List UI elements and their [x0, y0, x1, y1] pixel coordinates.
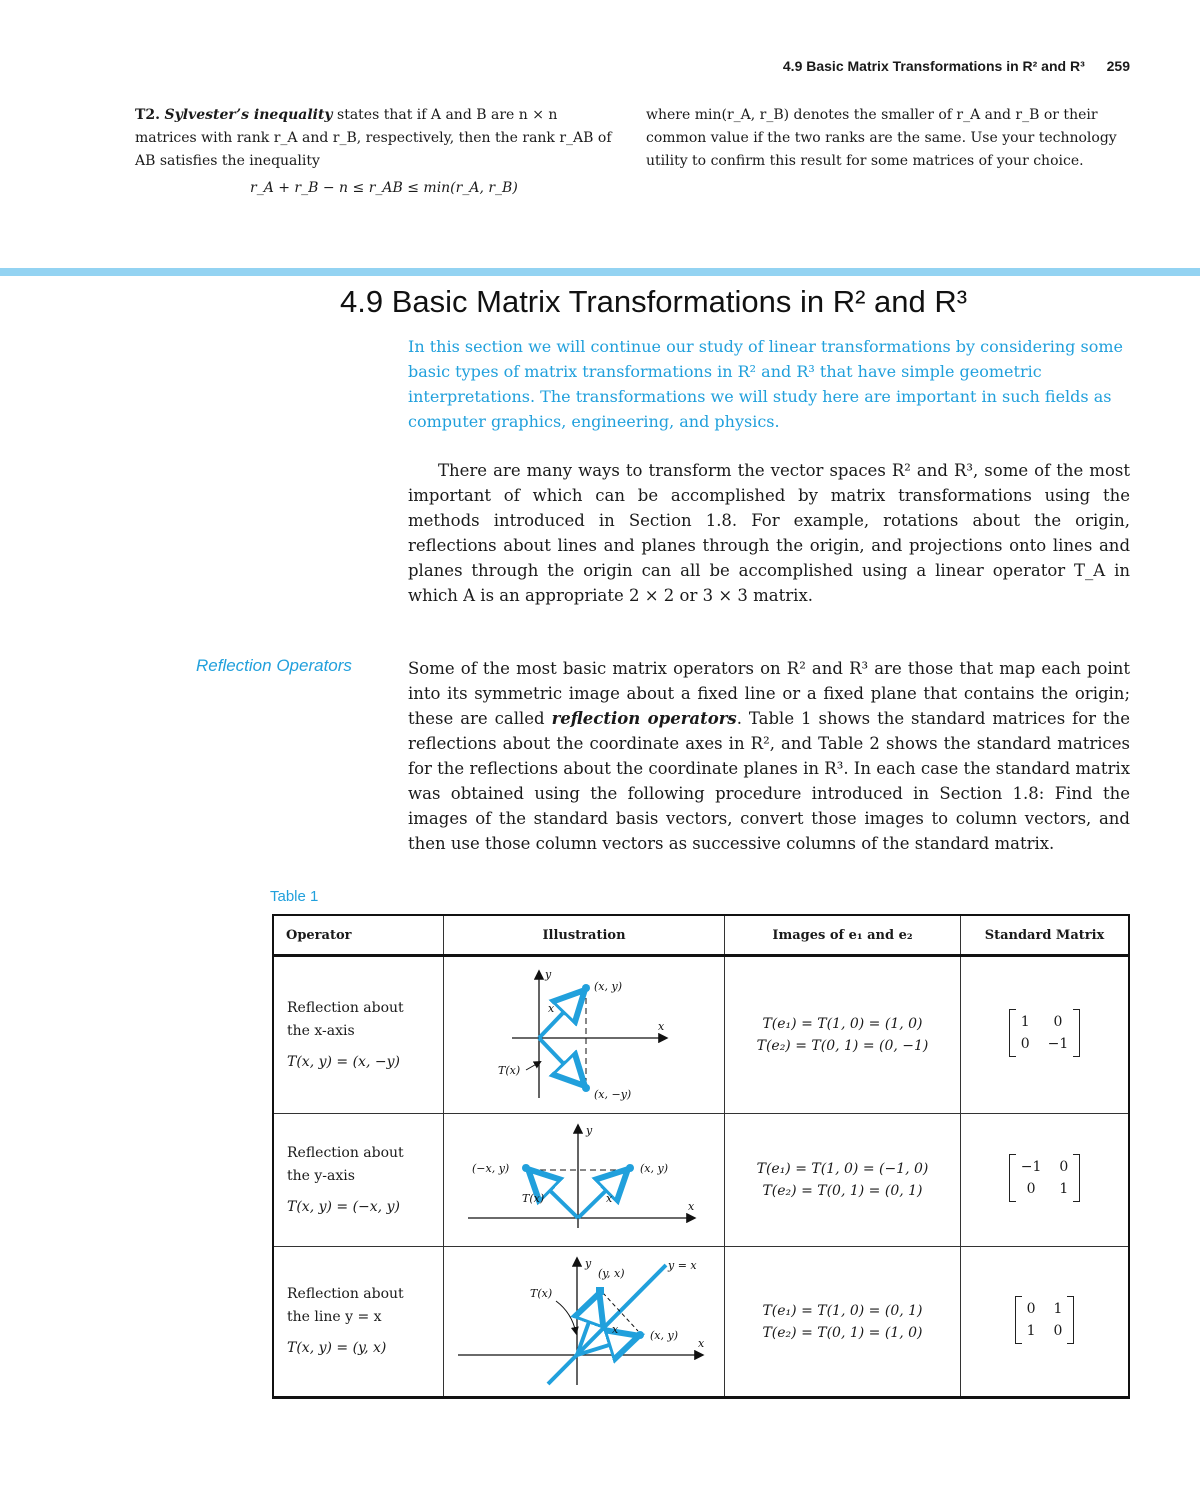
- exercise-left-text: states that if A and B are n × n matrices with rank r_A and r_B, respectively, then the rank r_AB of AB satisfies the inequality: [135, 107, 612, 169]
- operator-formula: T(x, y) = (−x, y): [287, 1198, 400, 1215]
- matrix-entry: −1: [1020, 1159, 1042, 1175]
- line-reflection-figure: [444, 1247, 722, 1392]
- y-axis-reflection-figure: [444, 1116, 722, 1241]
- table-row: [273, 1114, 1129, 1247]
- image-e2: T(e₂) = T(0, 1) = (0, 1): [762, 1183, 923, 1199]
- intro-paragraph: There are many ways to transform the vector spaces R² and R³, some of the most important of which can be accomplished by matrix transformations using the methods introduced in Section 1.8. For example, rotations about the origin, reflections about lines and planes through the origin, and projections onto lines and planes through the origin can all be accomplished using a linear operator T_A in which A is an appropriate 2 × 2 or 3 × 3 matrix.: [408, 461, 1130, 605]
- images-cell: [725, 1114, 961, 1247]
- reflection-text-start: Some of the most basic matrix operators on R² and R³ are those that map each point into its symmetric image about a fixed line or a fixed plane that contains the origin; these are called: [408, 659, 1130, 728]
- matrix-entry: 0: [1053, 1014, 1063, 1030]
- table-header-row: [273, 915, 1129, 956]
- header-matrix: Standard Matrix: [961, 915, 1130, 956]
- images-cell: [725, 1247, 961, 1398]
- operator-name: Reflection about the line y = x: [287, 1286, 404, 1325]
- matrix-entry: 1: [1059, 1181, 1069, 1197]
- label-p2: (y, x): [598, 1267, 625, 1280]
- image-e1: T(e₁) = T(1, 0) = (−1, 0): [756, 1161, 929, 1177]
- standard-matrix: [1009, 1009, 1081, 1057]
- matrix-entry: 0: [1053, 1322, 1063, 1339]
- illustration-cell: [444, 1114, 725, 1247]
- header-operator: Operator: [273, 915, 444, 956]
- operator-cell: [273, 1114, 444, 1247]
- matrix-cell: [961, 1114, 1130, 1247]
- header-illustration: Illustration: [444, 915, 725, 956]
- label-p2: (x, −y): [594, 1088, 632, 1101]
- table-label: Table 1: [270, 888, 319, 905]
- label-p1: (x, y): [594, 980, 622, 993]
- operator-cell: [273, 956, 444, 1114]
- point-p2: [596, 1287, 604, 1295]
- reflection-term: reflection operators: [551, 709, 737, 728]
- x-axis-reflection-figure: [444, 958, 722, 1108]
- point-p1: [582, 984, 590, 992]
- image-e2: T(e₂) = T(0, 1) = (0, −1): [756, 1038, 929, 1054]
- point-p2: [582, 1084, 590, 1092]
- exercise-right-column: where min(r_A, r_B) denotes the smaller of r_A and r_B or their common value if the two ranks are the same. Use your technology utility to confirm this result for some matrices of your choice.: [646, 107, 1117, 169]
- operator-name: Reflection about the y-axis: [287, 1144, 404, 1184]
- vector-x: [578, 1172, 625, 1218]
- running-head: [783, 58, 1130, 74]
- label-vec: x: [612, 1323, 619, 1336]
- line-y-equals-x: [548, 1265, 666, 1384]
- sylvester-formula: r_A + r_B − n ≤ r_AB ≤ min(r_A, r_B): [250, 180, 518, 196]
- exercise-label: T2.: [135, 107, 161, 123]
- label-axis-y: y: [585, 1257, 592, 1270]
- header-images: Images of e₁ and e₂: [725, 915, 961, 956]
- matrix-entry: 0: [1020, 1036, 1030, 1052]
- section-title: 4.9 Basic Matrix Transformations in R² and R³: [340, 284, 968, 319]
- point-p1: [636, 1331, 644, 1339]
- standard-matrix: [1009, 1154, 1081, 1202]
- matrix-entry: 1: [1020, 1014, 1030, 1030]
- exercise-left-column: [135, 104, 620, 173]
- matrix-entry: 1: [1026, 1322, 1036, 1339]
- label-vec: x: [606, 1191, 613, 1205]
- matrix-entry: 0: [1026, 1181, 1036, 1197]
- label-p1: (x, y): [650, 1329, 678, 1342]
- operator-formula: T(x, y) = (y, x): [287, 1340, 387, 1356]
- matrix-entry: 0: [1026, 1300, 1036, 1317]
- reflection-text-end: . Table 1 shows the standard matrices for the reflections about the coordinate axes in R², and Table 2 shows the standard matrices for the reflections about the coordinate planes in R³. In each case the standard matrix was obtained using the following procedure introduced in Section 1.8: Find the images of the standard basis vectors, convert those images to column vectors, and then use those column vectors as successive columns of the standard matrix.: [408, 709, 1131, 853]
- operator-formula: T(x, y) = (x, −y): [287, 1053, 400, 1070]
- tvec-leader: [526, 1062, 540, 1070]
- label-vec: x: [548, 1002, 555, 1015]
- matrix-entry: 0: [1059, 1159, 1069, 1175]
- point-p1: [626, 1164, 634, 1172]
- side-heading-reflection: Reflection Operators: [196, 656, 352, 675]
- image-e1: T(e₁) = T(1, 0) = (0, 1): [762, 1302, 923, 1319]
- standard-matrix: [1015, 1296, 1075, 1344]
- label-tvec: T(x): [522, 1191, 545, 1205]
- section-intro: In this section we will continue our study of linear transformations by considering some basic types of matrix transformations in R² and R³ that have simple geometric interpretations. The transformations we will study here are important in such fields as computer graphics, engineering, and physics.: [408, 337, 1123, 431]
- label-line: y = x: [668, 1259, 697, 1272]
- label-axis-y: y: [586, 1123, 593, 1137]
- tvec-leader: [556, 1301, 576, 1333]
- section-rule: [0, 268, 1200, 276]
- running-head-title: 4.9 Basic Matrix Transformations in R² and R³: [782, 58, 1085, 74]
- label-p2: (−x, y): [472, 1161, 510, 1175]
- label-axis-x: x: [658, 1020, 665, 1033]
- matrix-cell: [961, 1247, 1130, 1398]
- label-tvec: T(x): [530, 1287, 553, 1300]
- operator-cell: [273, 1247, 444, 1398]
- vector-tx: [539, 1038, 582, 1083]
- operator-name: Reflection about the x-axis: [287, 999, 404, 1039]
- illustration-cell: [444, 1247, 725, 1398]
- image-e1: T(e₁) = T(1, 0) = (1, 0): [762, 1016, 923, 1032]
- vector-x: [539, 993, 582, 1038]
- label-tvec: T(x): [498, 1064, 521, 1077]
- exercise-term: Sylvester’s inequality: [164, 107, 333, 123]
- point-p2: [522, 1164, 530, 1172]
- matrix-entry: −1: [1047, 1036, 1069, 1052]
- matrix-cell: [961, 956, 1130, 1114]
- images-cell: [725, 956, 961, 1114]
- page-number: 259: [1106, 58, 1130, 74]
- image-e2: T(e₂) = T(0, 1) = (1, 0): [762, 1324, 923, 1341]
- matrix-entry: 1: [1053, 1300, 1063, 1317]
- table-1: [272, 914, 1130, 1399]
- label-axis-y: y: [545, 968, 552, 981]
- label-p1: (x, y): [640, 1161, 668, 1175]
- label-axis-x: x: [688, 1199, 695, 1213]
- table-row: [273, 1247, 1129, 1398]
- reflection-paragraph: [408, 656, 1130, 856]
- label-axis-x: x: [698, 1337, 705, 1350]
- table-row: [273, 956, 1129, 1114]
- illustration-cell: [444, 956, 725, 1114]
